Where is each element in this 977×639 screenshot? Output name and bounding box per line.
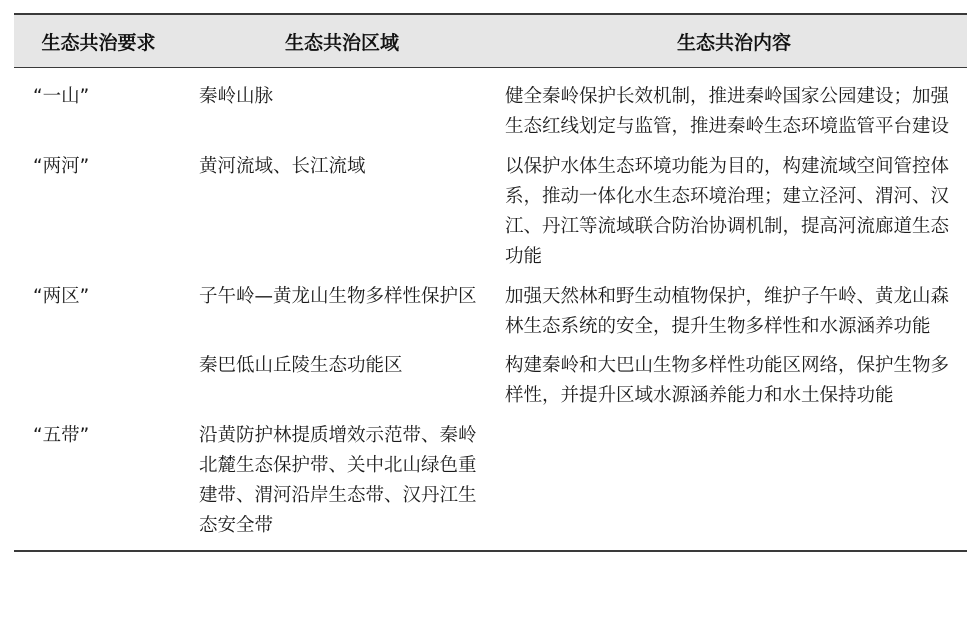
cell-requirement: “两区” [33,286,90,307]
cell-area: 秦巴低山丘陵生态功能区 [199,355,403,376]
cell-content: 构建秦岭和大巴山生物多样性功能区网络，保护生物多样性，并提升区域水源涵养能力和水土保持功能 [505,355,950,406]
table-row [14,345,967,415]
cell-area: 沿黄防护林提质增效示范带、秦岭北麓生态保护带、关中北山绿色重建带、渭河沿岸生态带、汉丹江生态安全带 [199,425,477,536]
header-area: 生态共治区域 [183,14,501,68]
cell-requirement: “两河” [33,156,90,177]
table-row [14,68,967,147]
header-row [14,14,967,68]
ecological-governance-table [14,13,967,552]
table-row [14,276,967,345]
cell-content: 加强天然林和野生动植物保护，维护子午岭、黄龙山森林生态系统的安全，提升生物多样性和水源涵养功能 [505,286,950,337]
table-row [14,146,967,276]
cell-requirement [14,345,183,415]
cell-content [501,415,967,551]
table-row [14,415,967,551]
cell-area: 黄河流域、长江流域 [199,156,366,177]
cell-area: 子午岭—黄龙山生物多样性保护区 [199,286,477,307]
cell-area: 秦岭山脉 [199,86,274,107]
cell-content: 健全秦岭保护长效机制，推进秦岭国家公园建设；加强生态红线划定与监管，推进秦岭生态环境监管平台建设 [505,86,950,137]
table-body [14,68,967,552]
header-content: 生态共治内容 [501,14,967,68]
table-header [14,14,967,68]
cell-requirement: “五带” [33,425,90,446]
header-requirement: 生态共治要求 [14,14,183,68]
cell-content: 以保护水体生态环境功能为目的，构建流域空间管控体系，推动一体化水生态环境治理；建立泾河、渭河、汉江、丹江等流域联合防治协调机制，提高河流廊道生态功能 [505,156,950,267]
cell-requirement: “一山” [33,86,90,107]
